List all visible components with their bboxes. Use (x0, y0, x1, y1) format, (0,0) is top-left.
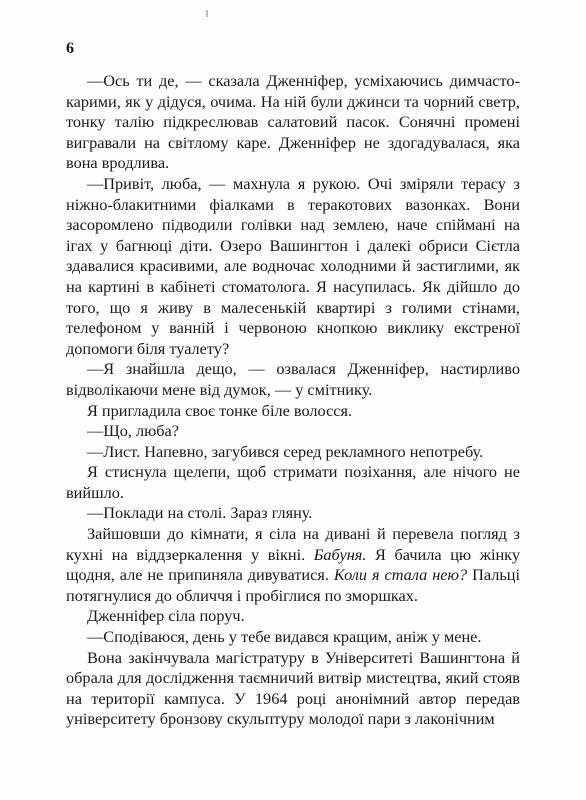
text-run: —Лист. Напевно, загубився серед рекламного непотребу. (87, 441, 484, 461)
paragraph (66, 401, 520, 422)
paragraph (66, 359, 520, 400)
paragraph (66, 421, 520, 442)
text-run: Я пригладила своє тонке біле волосся. (87, 400, 353, 420)
paragraph (66, 174, 520, 359)
paragraph (66, 462, 520, 503)
text-run: —Сподіваюся, день у тебе видався кращим, аніж у мене. (87, 627, 482, 647)
italic-text-run: Коли я стала нею? (333, 565, 468, 585)
page-number: 6 (66, 40, 74, 57)
paragraph (66, 627, 520, 648)
text-run: Зайшовши до кімнати, я сіла на дивані й перевела погляд з кухні на віддзеркалення у вікні. (66, 524, 520, 564)
paragraph (66, 648, 520, 730)
paragraph (66, 524, 520, 606)
text-run: —Поклади на столі. Зараз гляну. (87, 503, 313, 523)
text-run: Дженніфер сіла поруч. (87, 606, 245, 626)
page-text-body (66, 71, 520, 730)
text-run: —Що, люба? (87, 421, 180, 441)
paragraph (66, 503, 520, 524)
paragraph (66, 442, 520, 463)
paragraph (66, 71, 520, 174)
text-run: Вона закінчувала магістратуру в Університеті Вашингтона й обрала для дослідження таємничий витвір мистецтва, який стояв на території кампуса. У 1964 році анонімний автор передав університету бронзову скульптуру молодої пари з лаконічним (66, 647, 520, 729)
text-run: —Я знайшла дещо, — озвалася Дженніфер, настирливо відволікаючи мене від думок, — у смітнику. (66, 359, 520, 399)
paragraph (66, 606, 520, 627)
text-run: Я стиснула щелепи, щоб стримати позіхання, але нічого не вийшло. (66, 462, 520, 502)
text-run: Я бачила цю жінку щодня, але не припиняла дивуватися. (66, 544, 520, 585)
text-run: —Ось ти де, — сказала Дженніфер, усміхаючись димчасто-карими, як у дідуся, очима. На ній були джинси та чорний светр, тонку талію підкреслював салатовий пасок. Сонячні промені вигравали на світлому каре. Дженніфер не здогадувалася, яка вона вродлива. (66, 71, 520, 173)
scan-artifact-mark (206, 10, 208, 17)
text-run: —Привіт, люба, — махнула я рукою. Очі зміряли терасу з ніжно-блакитними фіалками в теракотових вазонках. Вони засоромлено підводили голівки над землею, наче спіймані на ігах у багнюці діти. Озеро Вашингтон і далекі обриси Сієтла здавалися красивими, але водночас холодними й застиглими, як на картині в кабінеті стоматолога. Я насупилась. Як дійшло до того, що я живу в малесенькій квартирі з голими стінами, телефоном у ванній і червоною кнопкою виклику екстреної допомоги біля туалету? (66, 173, 520, 358)
text-run: Пальці потягнулися до обличчя і пробіглися по зморшках. (66, 565, 521, 605)
italic-text-run: Бабуня. (313, 544, 367, 564)
